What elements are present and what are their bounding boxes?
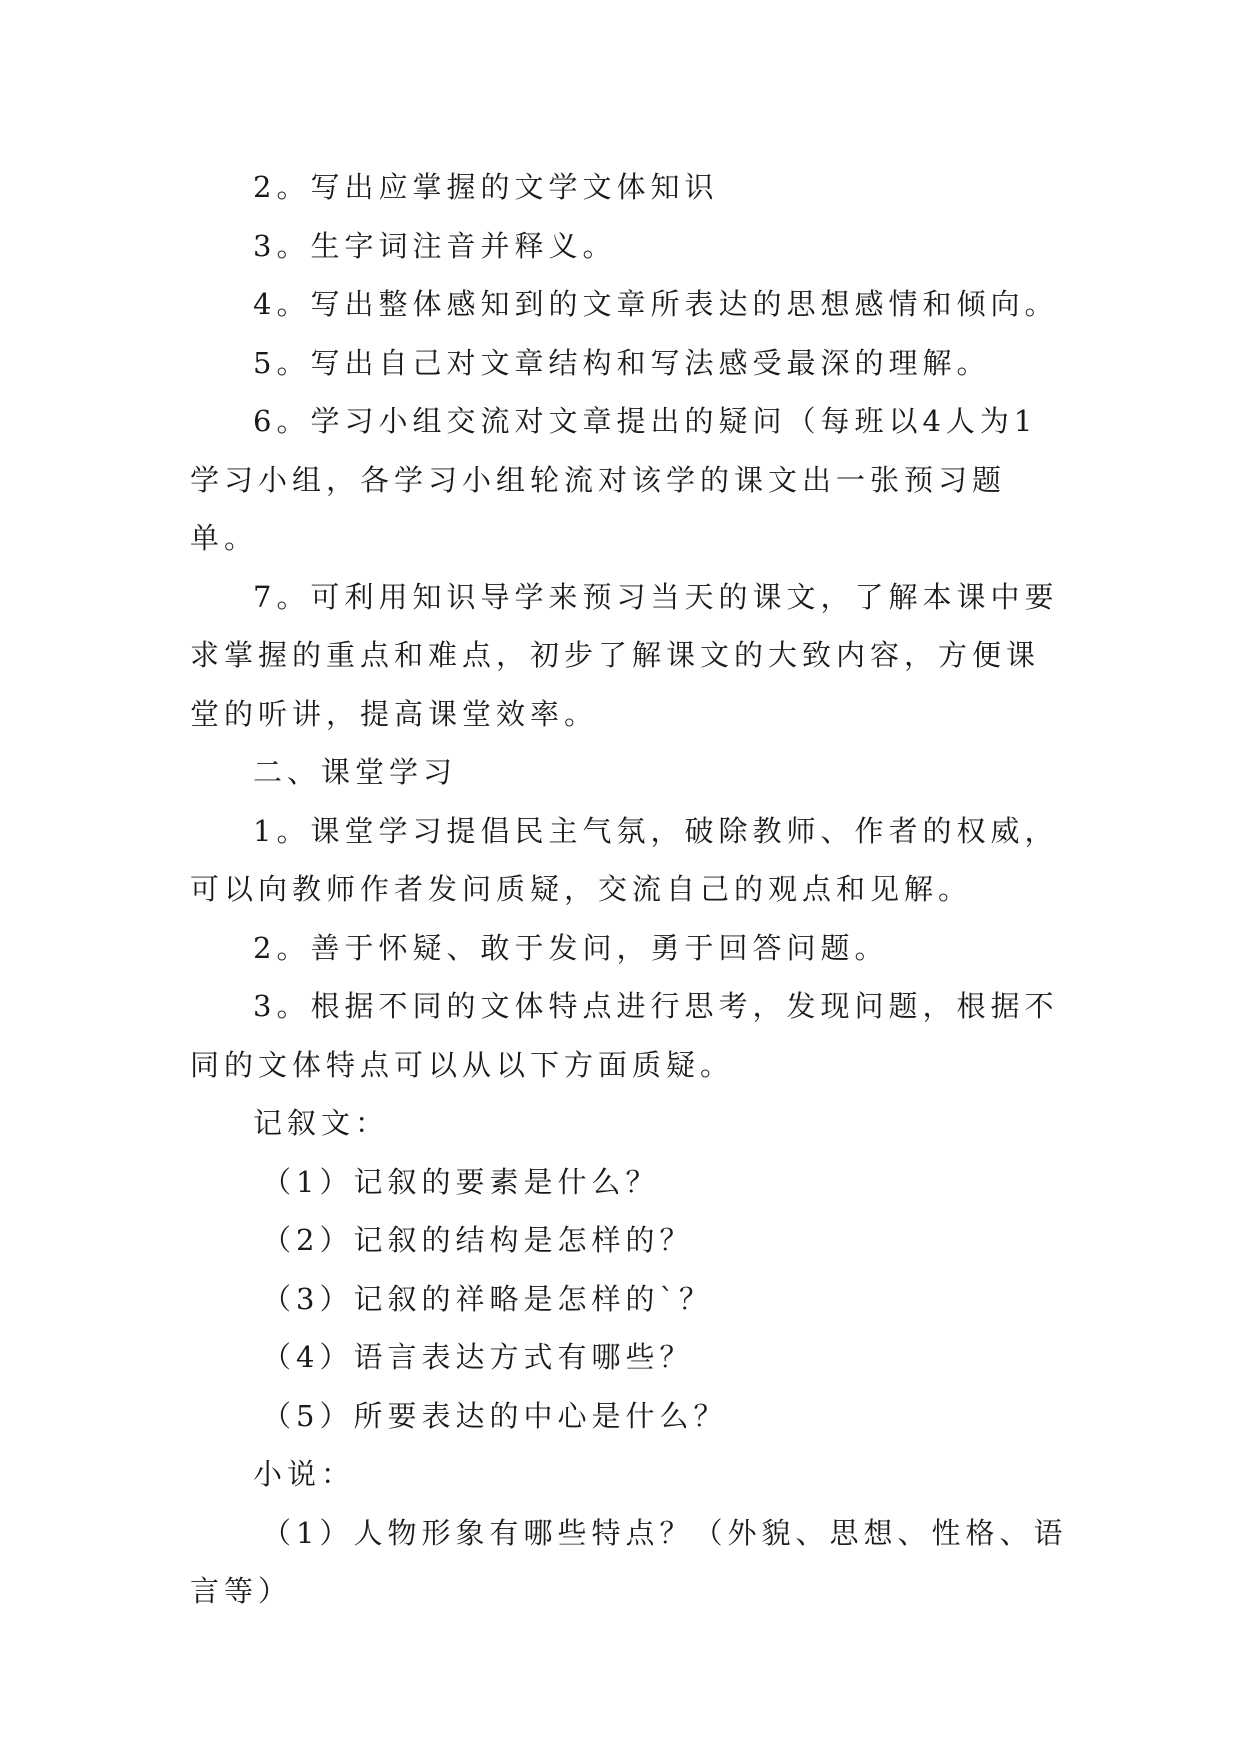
paragraph-item-6: 6。学习小组交流对文章提出的疑问（每班以4人为1学习小组，各学习小组轮流对该学的课文出一张预习题单。 — [190, 404, 1038, 555]
paragraph-classroom-1: 1。课堂学习提倡民主气氛，破除教师、作者的权威，可以向教师作者发问质疑，交流自己的观点和见解。 — [190, 813, 1059, 906]
paragraph-item-5: 5。写出自己对文章结构和写法感受最深的理解。 — [253, 345, 991, 380]
paragraph-classroom-2: 2。善于怀疑、敢于发问，勇于回答问题。 — [253, 930, 889, 965]
paragraph-item-4: 4。写出整体感知到的文章所表达的思想感情和倾向。 — [253, 287, 1059, 321]
paragraph-item-3: 3。生字词注音并释义。 — [253, 228, 617, 263]
paragraph-item-2: 2。写出应掌握的文学文体知识 — [253, 170, 719, 204]
subheading-novel: 小说： — [253, 1457, 356, 1491]
paragraph-classroom-3: 3。根据不同的文体特点进行思考，发现问题，根据不同的文体特点可以从以下方面质疑。 — [190, 989, 1059, 1082]
narrative-question-3: （3）记叙的祥略是怎样的`？ — [262, 1281, 713, 1316]
subheading-narrative: 记叙文： — [253, 1106, 390, 1140]
narrative-question-4: （4）语言表达方式有哪些？ — [262, 1340, 694, 1374]
narrative-question-2: （2）记叙的结构是怎样的？ — [262, 1223, 694, 1257]
section-heading-classroom-learning: 二、课堂学习 — [253, 755, 458, 789]
paragraph-item-7: 7。可利用知识导学来预习当天的课文，了解本课中要求掌握的重点和难点，初步了解课文的大致内容，方便课堂的听讲，提高课堂效率。 — [190, 579, 1059, 731]
novel-question-1: （1）人物形象有哪些特点？（外貌、思想、性格、语言等） — [190, 1515, 1068, 1608]
document-body — [190, 158, 1070, 1621]
narrative-question-5: （5）所要表达的中心是什么？ — [262, 1398, 728, 1433]
narrative-question-1: （1）记叙的要素是什么？ — [262, 1164, 660, 1199]
